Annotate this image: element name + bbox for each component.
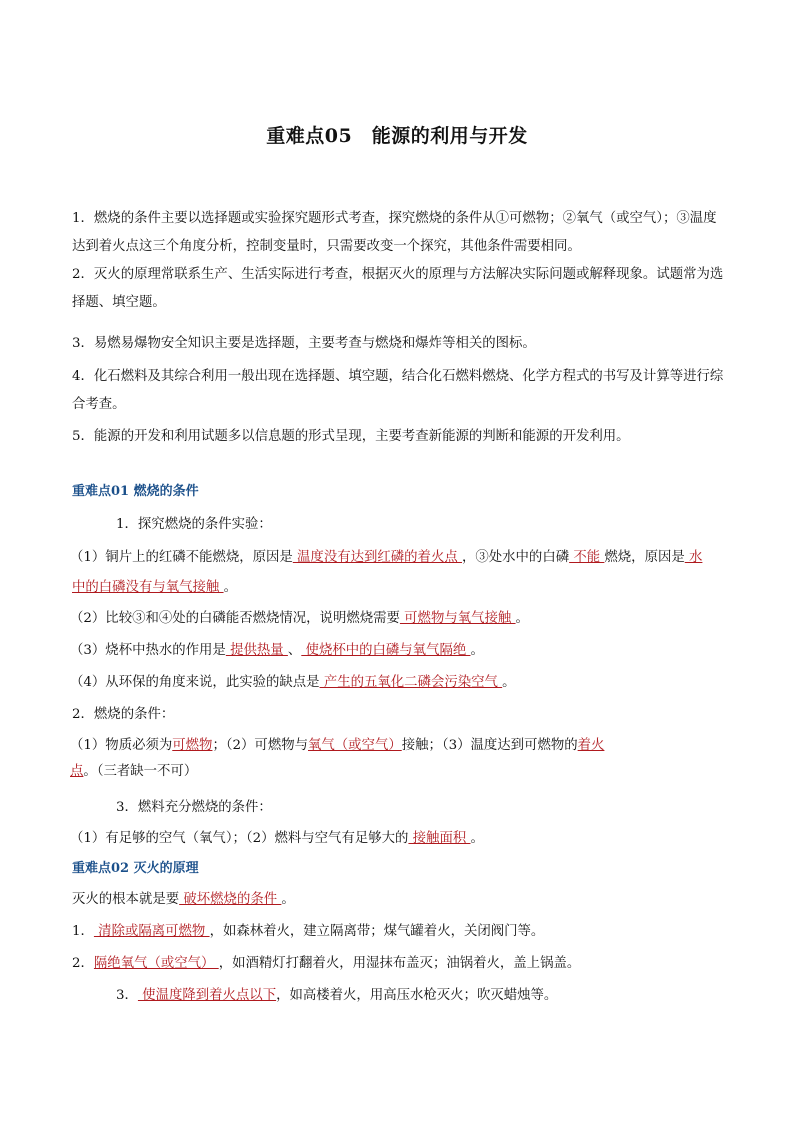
question-text: ，如酒精灯打翻着火，用湿抹布盖灭；油锅着火，盖上锅盖。 [218,956,581,971]
page-title: 重难点05 能源的利用与开发 [266,125,528,147]
question-text: 。 [470,643,484,658]
answer-blank: 中的白磷没有与氧气接触 [72,580,224,595]
question-text: ；（2）可燃物与 [212,738,308,753]
answer-blank: 产生的五氧化二磷会污染空气 [319,675,503,690]
question-text: （2）比较③和④处的白磷能否燃烧情况，说明燃烧需要 [70,611,400,626]
answer-blank: 不能 [569,550,605,565]
question-text: 、 [287,643,302,658]
answer-blank: 使烧杯中的白磷与氧气隔绝 [301,643,471,658]
intro-item-3: 3．易燃易爆物安全知识主要是选择题，主要考查与燃烧和爆炸等相关的图标。 [72,336,536,351]
question-text: 。（三者缺一不可） [83,764,198,779]
question-4-line [70,670,730,696]
question-text: 。 [502,675,516,690]
intro-item-1: 1．燃烧的条件主要以选择题或实验探究题形式考查，探究燃烧的条件从①可燃物；②氧气（或空气）；③温度达到着火点这三个角度分析，控制变量时，只需要改变一个探究，其他条件需要相同。 [72,211,717,254]
answer-blank: 使温度降到着火点以下 [137,988,277,1003]
answer-blank: 接触面积 [408,831,471,846]
method-1-line [72,919,732,945]
question-text: 1． [72,924,94,939]
section-heading-1: 重难点01 燃烧的条件 [72,484,199,499]
answer-blank: 破坏燃烧的条件 [179,892,282,907]
question-text: 灭火的根本就是要 [72,892,180,907]
question-text: 2． [72,956,94,971]
answer-blank: 水 [684,550,703,565]
intro-item-5: 5．能源的开发和利用试题多以信息题的形式呈现，主要考查新能源的判断和能源的开发利用。 [72,429,630,444]
question-text: 。 [223,580,237,595]
answer-blank: 隔绝氧气（或空气） [93,956,219,971]
intro-item-4: 4．化石燃料及其综合利用一般出现在选择题、填空题，结合化石燃料燃烧、化学方程式的书写及计算等进行综合考查。 [72,369,724,412]
question-text: 。 [470,831,484,846]
question-text: （1）铜片上的红磷不能燃烧，原因是 [70,550,293,565]
question-text: （4）从环保的角度来说，此实验的缺点是 [70,675,320,690]
method-3-line [116,983,776,1009]
question-text: （1）物质必须为 [70,738,173,753]
question-text: 燃烧，原因是 [604,550,685,565]
question-text: （3）烧杯中热水的作用是 [70,643,226,658]
intro-item-2: 2．灭火的原理常联系生产、生活实际进行考查，根据灭火的原理与方法解决实际问题或解释现象。试题常为选择题、填空题。 [72,267,724,310]
answer-blank: 着火点 [70,738,605,779]
answer-blank: 可燃物 [172,738,213,753]
question-text: （1）有足够的空气（氧气）；（2）燃料与空气有足够大的 [70,831,409,846]
extinguish-root-line [72,887,732,913]
question-1-line [70,545,730,571]
section-heading-2: 重难点02 灭火的原理 [72,861,199,876]
question-text: ，如森林着火，建立隔离带；煤气罐着火，关闭阀门等。 [209,924,545,939]
question-text: 。 [281,892,295,907]
question-2-line [70,606,730,632]
fuel-subheading: 3．燃料充分燃烧的条件： [116,800,272,815]
method-2-line [72,951,732,977]
answer-blank: 提供热量 [225,643,288,658]
answer-blank: 温度没有达到红磷的着火点 [292,550,462,565]
question-text: ，③处水中的白磷 [461,550,570,565]
question-text: 。 [515,611,529,626]
experiment-subheading: 1．探究燃烧的条件实验： [116,517,272,532]
question-1-line-2 [72,575,732,601]
answer-blank: 可燃物与氧气接触 [399,611,516,626]
answer-blank: 清除或隔离可燃物 [93,924,210,939]
answer-blank: 氧气（或空气） [308,738,402,753]
question-text: ，如高楼着火，用高压水枪灭火；吹灭蜡烛等。 [276,988,558,1003]
question-text: 接触；（3）温度达到可燃物的 [401,738,578,753]
fuel-conditions-line [70,826,730,852]
conditions-paragraph [70,733,726,785]
question-text: 3． [116,988,138,1003]
conditions-subheading: 2．燃烧的条件： [72,707,175,722]
question-3-line [70,638,730,664]
